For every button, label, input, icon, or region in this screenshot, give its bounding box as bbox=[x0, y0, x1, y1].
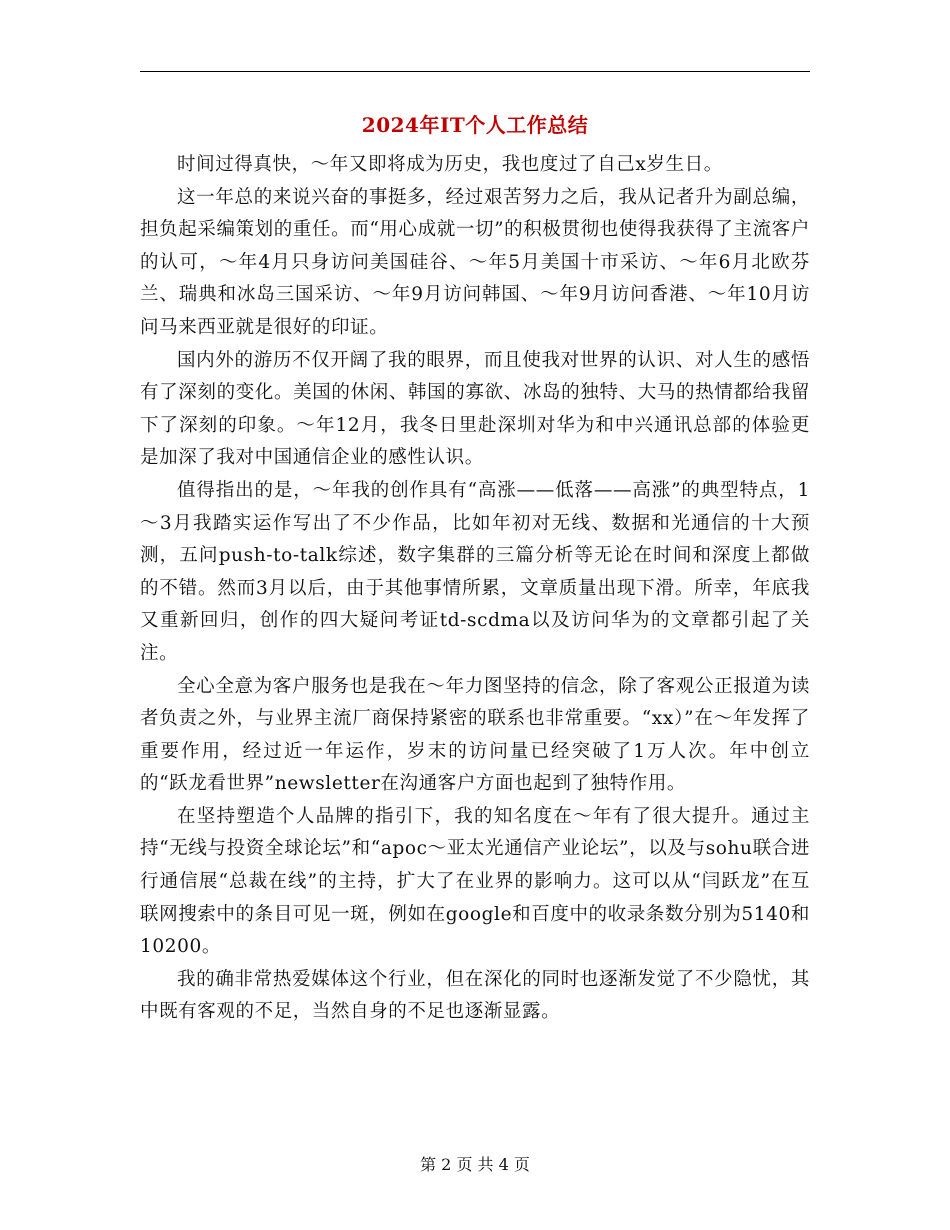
paragraph-1: 时间过得真快，～年又即将成为历史，我也度过了自己x岁生日。 bbox=[177, 154, 723, 175]
paragraph-6: 在坚持塑造个人品牌的指引下，我的知名度在～年有了很大提升。通过主持“无线与投资全球论坛”和“apoc～亚太光通信产业论坛”，以及与sohu联合进行通信展“总裁在线”的主持，扩大了在业界的影响力。这可以从“闫跃龙”在互联网搜索中的条目可见一斑，例如在google和百度中的收录条数分别为5140和10200。 bbox=[140, 805, 810, 958]
paragraph-4: 值得指出的是，～年我的创作具有“高涨——低落——高涨”的典型特点，1～3月我踏实运作写出了不少作品，比如年初对无线、数据和光通信的十大预测，五问push-to-talk综述，数字集群的三篇分析等无论在时间和深度上都做的不错。然而3月以后，由于其他事情所累，文章质量出现下滑。所幸，年底我又重新回归，创作的四大疑问考证td-scdma以及访问华为的文章都引起了关注。 bbox=[140, 479, 810, 664]
header-rule bbox=[140, 71, 810, 72]
document-title: 2024年IT个人工作总结 bbox=[361, 113, 589, 137]
page-number-footer: 第 2 页 共 4 页 bbox=[420, 1155, 530, 1174]
paragraph-2: 这一年总的来说兴奋的事挺多，经过艰苦努力之后，我从记者升为副总编，担负起采编策划的重任。而“用心成就一切”的积极贯彻也使得我获得了主流客户的认可，～年4月只身访问美国硅谷、～年5月美国十市采访、～年6月北欧芬兰、瑞典和冰岛三国采访、～年9月访问韩国、～年9月访问香港、～年10月访问马来西亚就是很好的印证。 bbox=[140, 186, 810, 338]
document-body bbox=[140, 149, 810, 1029]
paragraph-3: 国内外的游历不仅开阔了我的眼界，而且使我对世界的认识、对人生的感悟有了深刻的变化。美国的休闲、韩国的寡欲、冰岛的独特、大马的热情都给我留下了深刻的印象。～年12月，我冬日里赴深圳对华为和中兴通讯总部的体验更是加深了我对中国通信企业的感性认识。 bbox=[140, 349, 810, 469]
paragraph-7: 我的确非常热爱媒体这个行业，但在深化的同时也逐渐发觉了不少隐忧，其中既有客观的不足，当然自身的不足也逐渐显露。 bbox=[140, 968, 810, 1023]
paragraph-5: 全心全意为客户服务也是我在～年力图坚持的信念，除了客观公正报道为读者负责之外，与业界主流厂商保持紧密的联系也非常重要。“xx）”在～年发挥了重要作用，经过近一年运作，岁末的访问量已经突破了1万人次。年中创立的“跃龙看世界”newsletter在沟通客户方面也起到了独特作用。 bbox=[140, 675, 810, 795]
